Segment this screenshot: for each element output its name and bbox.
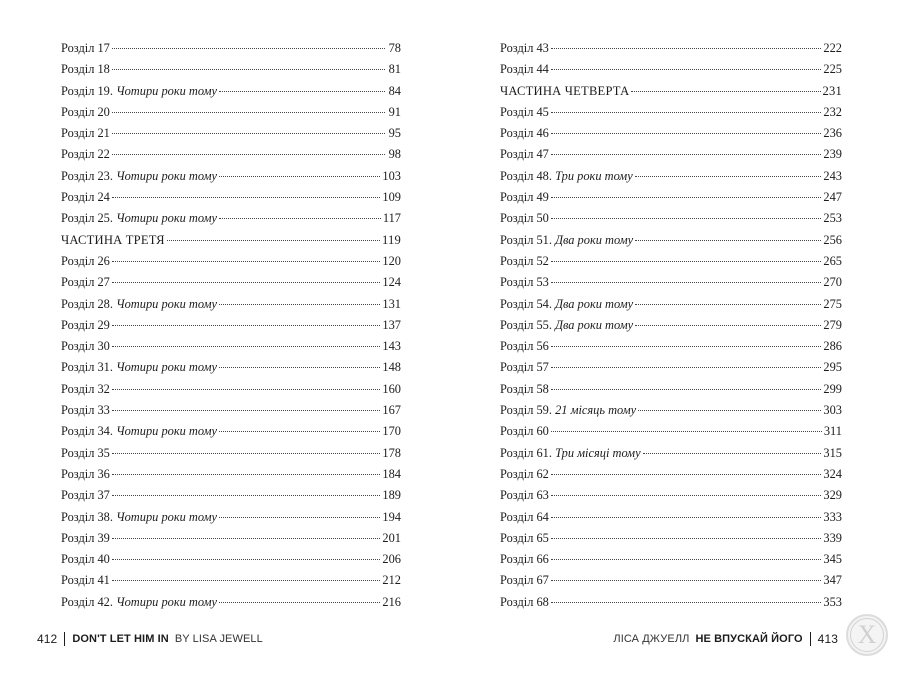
toc-entry-label: Розділ 38.	[61, 509, 113, 524]
toc-entry	[500, 38, 842, 59]
toc-entry-page: 236	[823, 126, 842, 141]
toc-entry	[61, 400, 401, 421]
toc-entry-label: Розділ 49	[500, 190, 549, 205]
toc-entry-label: Розділ 34.	[61, 424, 113, 439]
toc-entry-page: 98	[388, 147, 401, 162]
toc-entry-page: 347	[823, 573, 842, 588]
dot-leader	[112, 324, 381, 326]
toc-entry-label: Розділ 59.	[500, 403, 552, 418]
toc-entry-label: Розділ 39	[61, 530, 110, 545]
toc-entry-label: Розділ 17	[61, 41, 110, 55]
toc-entry-label: Розділ 47	[500, 147, 549, 162]
toc-entry-page: 275	[823, 296, 842, 311]
toc-entry-label: Розділ 41	[61, 573, 110, 588]
toc-entry-page: 299	[823, 381, 842, 396]
toc-entry	[61, 357, 401, 378]
toc-entry-label: Розділ 20	[61, 104, 110, 119]
toc-entry-label: Розділ 21	[61, 126, 110, 141]
toc-entry-subtitle: Три роки тому	[555, 168, 633, 183]
toc-entry-label: Розділ 33	[61, 403, 110, 418]
dot-leader	[551, 601, 822, 603]
dot-leader	[112, 111, 385, 113]
dot-leader	[112, 132, 385, 134]
toc-entry-label: Розділ 42.	[61, 594, 113, 609]
dot-leader	[635, 303, 821, 305]
toc-entry-page: 160	[382, 381, 401, 396]
toc-entry-page: 265	[823, 253, 842, 268]
toc-entry	[61, 592, 401, 613]
toc-entry-page: 167	[382, 403, 401, 418]
toc-entry	[61, 528, 401, 549]
dot-leader	[551, 430, 822, 432]
toc-entry	[61, 123, 401, 144]
toc-entry-subtitle: Чотири роки тому	[116, 509, 217, 524]
toc-entry-page: 170	[382, 424, 401, 439]
toc-entry	[61, 251, 401, 272]
toc-entry	[500, 144, 842, 165]
toc-entry-page: 225	[823, 62, 842, 77]
dot-leader	[631, 90, 820, 92]
toc-entry	[500, 400, 842, 421]
toc-entry-subtitle: Чотири роки тому	[116, 360, 217, 375]
toc-entry-label: Розділ 25.	[61, 211, 113, 226]
toc-entry-label: Розділ 43	[500, 41, 549, 55]
table-of-contents-right	[500, 38, 842, 613]
dot-leader	[112, 47, 385, 49]
toc-entry-label: Розділ 18	[61, 62, 110, 77]
toc-entry-label: Розділ 46	[500, 126, 549, 141]
dot-leader	[219, 516, 380, 518]
toc-entry	[500, 485, 842, 506]
toc-entry-page: 137	[382, 317, 401, 332]
toc-entry	[500, 570, 842, 591]
left-page-footer	[37, 628, 263, 650]
publisher-logo-icon	[846, 614, 888, 656]
toc-entry-subtitle: Два роки тому	[555, 296, 634, 311]
dot-leader	[551, 579, 822, 581]
toc-entry	[500, 315, 842, 336]
dot-leader	[219, 430, 380, 432]
toc-entry-page: 184	[382, 466, 401, 481]
toc-entry-label: Розділ 63	[500, 488, 549, 503]
right-page-footer	[613, 628, 838, 650]
dot-leader	[551, 111, 822, 113]
right-page	[450, 0, 900, 674]
toc-entry-page: 243	[823, 168, 842, 183]
toc-entry	[500, 59, 842, 80]
dot-leader	[551, 345, 822, 347]
toc-entry	[500, 549, 842, 570]
toc-entry-label: Розділ 24	[61, 190, 110, 205]
toc-entry-page: 324	[823, 466, 842, 481]
toc-entry-page: 295	[823, 360, 842, 375]
toc-entry-subtitle: Чотири роки тому	[116, 296, 217, 311]
toc-entry	[500, 208, 842, 229]
dot-leader	[112, 260, 381, 262]
toc-entry	[500, 464, 842, 485]
dot-leader	[167, 239, 380, 241]
toc-entry	[500, 102, 842, 123]
dot-leader	[112, 388, 381, 390]
dot-leader	[112, 409, 381, 411]
toc-entry	[61, 166, 401, 187]
toc-entry-page: 333	[823, 509, 842, 524]
dot-leader	[635, 175, 822, 177]
dot-leader	[551, 516, 822, 518]
running-author: ЛІСА ДЖУЕЛЛ	[613, 633, 690, 645]
dot-leader	[635, 324, 821, 326]
toc-entry-subtitle: Чотири роки тому	[116, 594, 217, 609]
toc-entry-subtitle: Чотири роки тому	[116, 424, 217, 439]
toc-entry	[500, 592, 842, 613]
toc-entry	[500, 251, 842, 272]
toc-entry-page: 95	[388, 126, 401, 141]
running-title: DON'T LET HIM IN	[72, 633, 169, 645]
toc-part-entry	[500, 81, 842, 102]
dot-leader	[112, 153, 385, 155]
dot-leader	[112, 558, 381, 560]
toc-entry-page: 253	[823, 211, 842, 226]
toc-entry	[61, 59, 401, 80]
dot-leader	[551, 537, 822, 539]
dot-leader	[643, 452, 822, 454]
toc-entry-label: Розділ 64	[500, 509, 549, 524]
toc-entry	[500, 421, 842, 442]
footer-divider	[810, 632, 811, 646]
toc-entry	[500, 379, 842, 400]
dot-leader	[551, 281, 822, 283]
toc-entry-subtitle: Чотири роки тому	[116, 168, 217, 183]
dot-leader	[551, 47, 822, 49]
page-number: 412	[37, 632, 58, 646]
toc-entry-page: 91	[388, 104, 401, 119]
dot-leader	[112, 68, 385, 70]
toc-entry-label: Розділ 51.	[500, 232, 552, 247]
toc-entry-page: 109	[382, 190, 401, 205]
toc-entry-label: Розділ 32	[61, 381, 110, 396]
dot-leader	[219, 90, 385, 92]
toc-entry	[500, 336, 842, 357]
toc-entry	[61, 187, 401, 208]
toc-entry-page: 279	[823, 317, 842, 332]
toc-entry	[61, 294, 401, 315]
dot-leader	[551, 217, 822, 219]
dot-leader	[112, 537, 381, 539]
dot-leader	[219, 601, 380, 603]
toc-entry	[61, 81, 401, 102]
toc-entry-page: 247	[823, 190, 842, 205]
toc-entry-page: 117	[382, 211, 401, 226]
toc-entry	[500, 123, 842, 144]
toc-entry-label: Розділ 35	[61, 445, 110, 460]
toc-entry-label: Розділ 56	[500, 339, 549, 354]
toc-entry-label: Розділ 22	[61, 147, 110, 162]
toc-entry	[61, 102, 401, 123]
dot-leader	[112, 473, 381, 475]
toc-entry-page: 81	[388, 62, 401, 77]
toc-entry	[61, 336, 401, 357]
toc-entry-label: Розділ 27	[61, 275, 110, 290]
toc-entry-subtitle: Чотири роки тому	[116, 211, 217, 226]
dot-leader	[551, 153, 822, 155]
toc-entry	[500, 507, 842, 528]
toc-entry	[500, 294, 842, 315]
toc-entry-label: Розділ 26	[61, 253, 110, 268]
toc-entry	[500, 166, 842, 187]
toc-entry-label: Розділ 37	[61, 488, 110, 503]
dot-leader	[112, 452, 381, 454]
dot-leader	[551, 132, 822, 134]
toc-entry-page: 353	[823, 594, 842, 609]
dot-leader	[551, 388, 822, 390]
toc-entry-label: Розділ 54.	[500, 296, 552, 311]
dot-leader	[551, 473, 822, 475]
toc-entry-page: 231	[822, 83, 842, 98]
toc-entry	[500, 272, 842, 293]
dot-leader	[551, 558, 822, 560]
toc-entry-page: 143	[382, 339, 401, 354]
dot-leader	[551, 260, 822, 262]
dot-leader	[219, 303, 380, 305]
toc-entry-label: Розділ 65	[500, 530, 549, 545]
toc-entry-page: 119	[381, 232, 401, 247]
toc-entry-label: Розділ 60	[500, 424, 549, 439]
toc-entry-label: Розділ 58	[500, 381, 549, 396]
toc-entry	[61, 570, 401, 591]
toc-entry	[500, 443, 842, 464]
toc-entry-label: Розділ 53	[500, 275, 549, 290]
toc-entry-page: 303	[823, 403, 842, 418]
toc-entry-page: 78	[388, 41, 401, 55]
toc-entry	[500, 528, 842, 549]
toc-entry-label: Розділ 29	[61, 317, 110, 332]
toc-entry-page: 339	[823, 530, 842, 545]
toc-entry-page: 201	[382, 530, 401, 545]
toc-entry	[500, 357, 842, 378]
dot-leader	[112, 196, 381, 198]
toc-entry	[61, 272, 401, 293]
toc-entry-label: Розділ 45	[500, 104, 549, 119]
toc-entry-label: Розділ 55.	[500, 317, 552, 332]
toc-entry-label: Розділ 67	[500, 573, 549, 588]
toc-entry-page: 148	[382, 360, 401, 375]
toc-entry-label: Розділ 40	[61, 552, 110, 567]
toc-entry-page: 232	[823, 104, 842, 119]
toc-entry	[61, 549, 401, 570]
toc-entry-label: Розділ 28.	[61, 296, 113, 311]
toc-entry-page: 84	[388, 83, 401, 98]
toc-entry	[61, 485, 401, 506]
dot-leader	[112, 281, 381, 283]
toc-entry-label: Розділ 36	[61, 466, 110, 481]
running-title: НЕ ВПУСКАЙ ЙОГО	[695, 633, 803, 645]
toc-entry	[61, 379, 401, 400]
toc-entry	[61, 443, 401, 464]
toc-entry-subtitle: 21 місяць тому	[555, 403, 637, 418]
dot-leader	[219, 175, 380, 177]
toc-entry-page: 315	[823, 445, 842, 460]
toc-entry-page: 124	[382, 275, 401, 290]
toc-entry-subtitle: Два роки тому	[555, 232, 634, 247]
toc-entry-label: ЧАСТИНА ТРЕТЯ	[61, 232, 165, 247]
toc-entry-page: 222	[823, 41, 842, 55]
footer-divider	[64, 632, 65, 646]
toc-entry	[61, 38, 401, 59]
toc-entry	[500, 230, 842, 251]
toc-entry-page: 311	[823, 424, 842, 439]
toc-entry	[61, 315, 401, 336]
toc-entry-page: 194	[382, 509, 401, 524]
toc-entry-subtitle: Три місяці тому	[555, 445, 641, 460]
toc-entry-page: 286	[823, 339, 842, 354]
toc-entry-label: Розділ 48.	[500, 168, 552, 183]
toc-part-entry	[61, 230, 401, 251]
toc-entry-page: 212	[382, 573, 401, 588]
page-number: 413	[817, 632, 838, 646]
toc-entry	[500, 187, 842, 208]
dot-leader	[635, 239, 821, 241]
dot-leader	[219, 217, 381, 219]
toc-entry-page: 206	[382, 552, 401, 567]
toc-entry-label: Розділ 68	[500, 594, 549, 609]
toc-entry	[61, 144, 401, 165]
toc-entry	[61, 507, 401, 528]
toc-entry-page: 103	[382, 168, 401, 183]
dot-leader	[112, 494, 381, 496]
toc-entry	[61, 421, 401, 442]
dot-leader	[219, 366, 380, 368]
logo-glyph: Х	[850, 618, 884, 652]
dot-leader	[638, 409, 821, 411]
dot-leader	[551, 68, 822, 70]
toc-entry-page: 239	[823, 147, 842, 162]
toc-entry-label: Розділ 62	[500, 466, 549, 481]
toc-entry-page: 329	[823, 488, 842, 503]
toc-entry-page: 178	[382, 445, 401, 460]
toc-entry-label: Розділ 19.	[61, 83, 113, 98]
toc-entry-label: Розділ 61.	[500, 445, 552, 460]
toc-entry-page: 216	[382, 594, 401, 609]
toc-entry-label: Розділ 66	[500, 552, 549, 567]
toc-entry-page: 189	[382, 488, 401, 503]
toc-entry-label: Розділ 52	[500, 253, 549, 268]
toc-entry-label: ЧАСТИНА ЧЕТВЕРТА	[500, 83, 630, 98]
dot-leader	[112, 345, 381, 347]
toc-entry-label: Розділ 57	[500, 360, 549, 375]
dot-leader	[551, 366, 822, 368]
toc-entry	[61, 208, 401, 229]
toc-entry-subtitle: Чотири роки тому	[116, 83, 217, 98]
toc-entry-label: Розділ 23.	[61, 168, 113, 183]
toc-entry-page: 345	[823, 552, 842, 567]
table-of-contents-left	[61, 38, 401, 613]
toc-entry	[61, 464, 401, 485]
toc-entry-label: Розділ 30	[61, 339, 110, 354]
dot-leader	[112, 579, 381, 581]
running-author: BY LISA JEWELL	[174, 633, 263, 645]
toc-entry-label: Розділ 31.	[61, 360, 113, 375]
toc-entry-page: 131	[382, 296, 401, 311]
toc-entry-page: 270	[823, 275, 842, 290]
toc-entry-label: Розділ 50	[500, 211, 549, 226]
toc-entry-page: 256	[823, 232, 842, 247]
toc-entry-page: 120	[382, 253, 401, 268]
dot-leader	[551, 196, 822, 198]
toc-entry-label: Розділ 44	[500, 62, 549, 77]
dot-leader	[551, 494, 822, 496]
toc-entry-subtitle: Два роки тому	[555, 317, 634, 332]
